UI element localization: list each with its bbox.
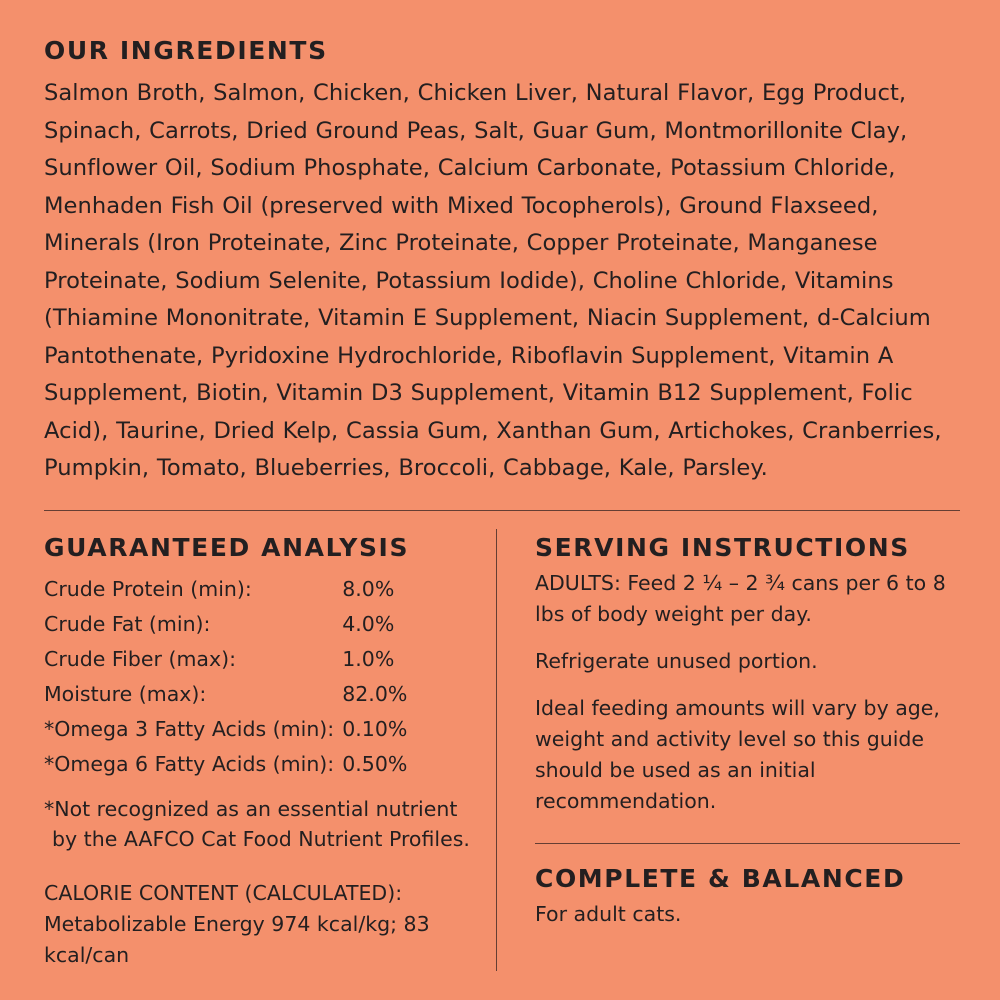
nutrient-value: 8.0% [342, 576, 395, 601]
guaranteed-analysis-section [44, 511, 496, 971]
right-column-divider [535, 843, 960, 844]
nutrient-label: Crude Protein (min): [44, 576, 252, 601]
ingredients-section [44, 36, 960, 488]
complete-balanced-heading: COMPLETE & BALANCED [535, 863, 906, 893]
table-row [44, 677, 478, 712]
vertical-divider [496, 529, 497, 971]
table-row [44, 712, 478, 747]
nutrient-label: *Omega 6 Fatty Acids (min): [44, 751, 335, 776]
nutrient-label: Crude Fiber (max): [44, 646, 237, 671]
nutrient-value: 0.50% [342, 751, 408, 776]
nutrient-value: 0.10% [342, 716, 408, 741]
nutrient-value: 1.0% [342, 646, 395, 671]
nutrient-label: *Omega 3 Fatty Acids (min): [44, 716, 335, 741]
serving-paragraph-3: Ideal feeding amounts will vary by age, weight and activity level so this guide should be used as an initial recommendation. [535, 695, 940, 813]
guaranteed-analysis-heading: GUARANTEED ANALYSIS [44, 532, 410, 562]
table-row [44, 747, 478, 782]
table-row [44, 607, 478, 642]
aafco-footnote-line-2: by the AAFCO Cat Food Nutrient Profiles. [52, 826, 470, 851]
calorie-content [44, 878, 478, 971]
serving-paragraph-1: ADULTS: Feed 2 ¼ – 2 ¾ cans per 6 to 8 lbs of body weight per day. [535, 570, 946, 626]
ingredients-heading: OUR INGREDIENTS [44, 36, 328, 65]
serving-and-balanced-section [497, 511, 960, 971]
ingredients-text: Salmon Broth, Salmon, Chicken, Chicken Liver, Natural Flavor, Egg Product, Spinach, Carrots, Dried Ground Peas, Salt, Guar Gum, Montmorillonite Clay, Sunflower Oil, Sodium Phosphate, Calcium Carbonate, Potassium Chloride, Menhaden Fish Oil (preserved with Mixed Tocopherols), Ground Flaxseed, Minerals (Iron Proteinate, Zinc Proteinate, Copper Proteinate, Manganese Proteinate, Sodium Selenite, Potassium Iodide), Choline Chloride, Vitamins (Thiamine Mononitrate, Vitamin E Supplement, Niacin Supplement, d-Calcium Pantothenate, Pyridoxine Hydrochloride, Riboflavin Supplement, Vitamin A Supplement, Biotin, Vitamin D3 Supplement, Vitamin B12 Supplement, Folic Acid), Taurine, Dried Kelp, Cassia Gum, Xanthan Gum, Artichokes, Cranberries, Pumpkin, Tomato, Blueberries, Broccoli, Cabbage, Kale, Parsley. [44, 80, 942, 481]
serving-instructions-heading: SERVING INSTRUCTIONS [535, 532, 910, 562]
table-row [44, 572, 478, 607]
nutrient-label: Moisture (max): [44, 681, 207, 706]
table-row [44, 642, 478, 677]
nutrient-value: 4.0% [342, 611, 395, 636]
calorie-content-heading: CALORIE CONTENT (CALCULATED): [44, 880, 403, 905]
nutrient-label: Crude Fat (min): [44, 611, 211, 636]
aafco-footnote-line-1: *Not recognized as an essential nutrient [44, 796, 458, 821]
aafco-footnote [44, 794, 478, 854]
nutrient-value: 82.0% [342, 681, 408, 706]
lower-columns [44, 511, 960, 971]
guaranteed-analysis-table [44, 572, 478, 782]
serving-paragraph-2: Refrigerate unused portion. [535, 648, 818, 673]
calorie-content-value: Metabolizable Energy 974 kcal/kg; 83 kcal/can [44, 911, 430, 967]
complete-balanced-text: For adult cats. [535, 901, 682, 926]
